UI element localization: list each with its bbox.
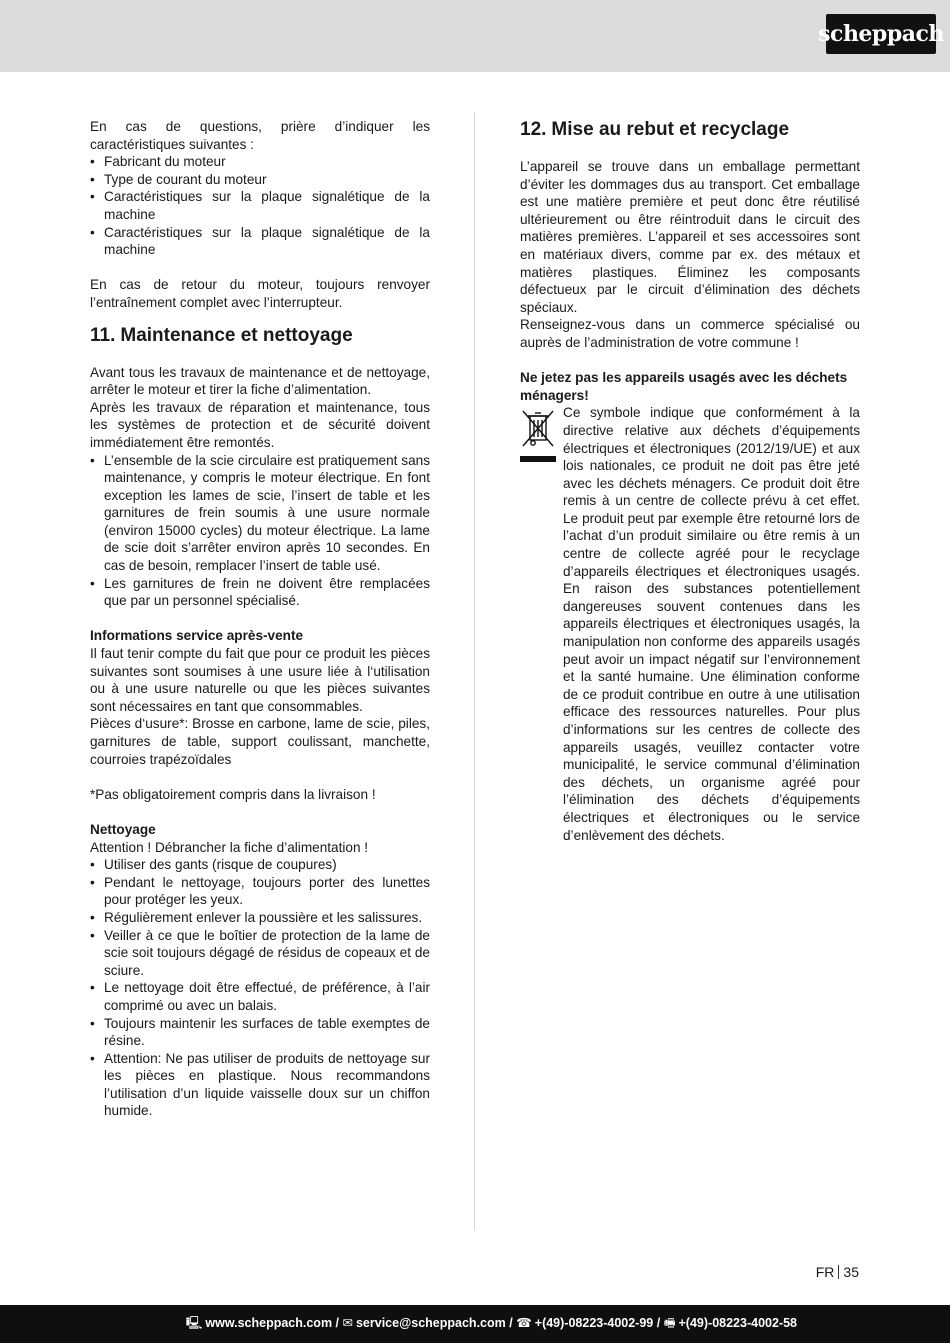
section-title: Mise au rebut et recyclage bbox=[551, 119, 790, 140]
section-title: Maintenance et nettoyage bbox=[120, 324, 353, 346]
section-number: 12. bbox=[520, 119, 547, 140]
page-number-value: 35 bbox=[843, 1264, 859, 1280]
list-item: • Fabricant du moteur bbox=[90, 153, 430, 171]
cleaning-list bbox=[90, 856, 430, 1120]
crossed-bin-icon bbox=[520, 408, 558, 464]
list-item: • Caractéristiques sur la plaque signalétique de la machine bbox=[90, 188, 430, 223]
list-item: • Type de courant du moteur bbox=[90, 171, 430, 189]
list-item: • Le nettoyage doit être effectué, de préférence, à l’air comprimé ou avec un balais. bbox=[90, 979, 430, 1014]
list-item: • Pendant le nettoyage, toujours porter des lunettes pour protéger les yeux. bbox=[90, 874, 430, 909]
list-item: • Régulièrement enlever la poussière et les salissures. bbox=[90, 909, 430, 927]
maintenance-paragraph: Avant tous les travaux de maintenance et de nettoyage, arrêter le moteur et tirer la fiche d’alimentation. bbox=[90, 364, 430, 398]
questions-intro: En cas de questions, prière d’indiquer les caractéristiques suivantes : bbox=[90, 119, 430, 152]
maintenance-paragraph: Après les travaux de réparation et maintenance, tous les systèmes de protection et de sécurité doivent immédiatement être remontés. bbox=[90, 399, 430, 450]
list-item: • Attention: Ne pas utiliser de produits de nettoyage sur les pièces en plastique. Nous recommandons l’utilisation d’un liquide vaisselle doux sur un chiffon humide. bbox=[90, 1050, 430, 1120]
service-paragraph: Il faut tenir compte du fait que pour ce produit les pièces suivantes sont soumises à une usure liée à l‘utilisation ou à une usure naturelle ou que les pièces suivantes sont nécessaires en tant que consommables. bbox=[90, 646, 430, 714]
motor-info-list bbox=[90, 153, 430, 259]
cleaning-intro: Attention ! Débrancher la fiche d’alimentation ! bbox=[90, 839, 369, 855]
section-12-heading bbox=[520, 118, 860, 142]
scheppach-logo: scheppach bbox=[826, 14, 936, 54]
motor-return-note: En cas de retour du moteur, toujours renvoyer l’entraînement complet avec l’interrupteur. bbox=[90, 277, 430, 310]
footer-website[interactable]: www.scheppach.com / bbox=[205, 1315, 340, 1330]
right-column bbox=[520, 118, 860, 844]
weee-symbol bbox=[520, 404, 563, 844]
weee-heading: Ne jetez pas les appareils usagés avec les déchets ménagers! bbox=[520, 370, 848, 403]
list-item: • Veiller à ce que le boîtier de protection de la lame de scie soit toujours dégagé de résidus de copeaux et de sciure. bbox=[90, 927, 430, 980]
footer-fax: +(49)-08223-4002-58 bbox=[678, 1315, 797, 1330]
list-item: • Toujours maintenir les surfaces de table exemptes de résine. bbox=[90, 1015, 430, 1050]
section-number: 11. bbox=[90, 324, 116, 346]
computer-icon: 🖳 bbox=[185, 1315, 203, 1330]
footer-contacts bbox=[186, 1314, 797, 1335]
column-divider bbox=[474, 112, 475, 1230]
service-heading: Informations service après-vente bbox=[90, 628, 304, 644]
maintenance-list bbox=[90, 452, 430, 610]
wear-parts-paragraph: Pièces d‘usure*: Brosse en carbone, lame de scie, piles, garnitures de table, support coulissant, manchette, courroies trapézoïdales bbox=[90, 716, 430, 767]
list-item: • Les garnitures de frein ne doivent être remplacées que par un personnel spécialisé. bbox=[90, 575, 430, 610]
footer-email[interactable]: service@scheppach.com / bbox=[355, 1315, 513, 1330]
mail-icon: ✉ bbox=[342, 1315, 353, 1330]
phone-icon: ☎ bbox=[516, 1315, 532, 1330]
cleaning-heading: Nettoyage bbox=[90, 821, 156, 837]
delivery-note: *Pas obligatoirement compris dans la livraison ! bbox=[90, 786, 376, 802]
page-number bbox=[816, 1264, 859, 1280]
footer-phone: +(49)-08223-4002-99 / bbox=[534, 1315, 661, 1330]
list-item: • Caractéristiques sur la plaque signalétique de la machine bbox=[90, 224, 430, 259]
weee-block bbox=[520, 404, 860, 844]
fax-icon: 🖷 bbox=[663, 1315, 676, 1330]
section-11-heading bbox=[90, 324, 430, 348]
header-band bbox=[0, 0, 950, 72]
weee-paragraph: Ce symbole indique que conformément à la directive relative aux déchets d’équipements électriques et électroniques (2012/19/UE) et aux lois nationales, ce produit ne doit pas être jeté avec les déchets ménagers. Ce produit doit être remis à un centre de collecte prévu à cet effet. Le produit peut par exemple être retourné lors de l’achat d’un produit similaire ou être remis à un centre de collecte agréé pour le recyclage d’appareils électriques et électroniques usagés. En raison des substances potentiellement dangereuses souvent contenues dans les appareils électriques et électroniques usagés, la manipulation non conforme des appareils usagés peut avoir un impact négatif sur l’environnement et la santé humaine. Une élimination conforme de ce produit contribue en outre à une utilisation efficace des ressources naturelles. Pour plus d’informations sur les centres de collecte des appareils usagés, veuillez contacter votre municipalité, le service communal d’élimination des déchets, un organisme agréé pour l’élimination des déchets d’équipements électriques et électroniques ou le service d’enlèvement des déchets. bbox=[563, 405, 860, 843]
disposal-paragraph: Renseignez-vous dans un commerce spécialisé ou auprès de l’administration de votre commune ! bbox=[520, 317, 860, 350]
disposal-paragraph: L’appareil se trouve dans un emballage permettant d’éviter les dommages dus au transport. Cet emballage est une matière première et peut donc être réutilisé ultérieurement ou être réintroduit dans le circuit des matières premières. L’appareil et ses accessoires sont en matériaux divers, comme par ex. des métaux et matières plastiques. Éliminez les composants défectueux par le circuit d’élimination des déchets spéciaux. bbox=[520, 159, 860, 315]
footer-band bbox=[0, 1305, 950, 1343]
left-column bbox=[90, 118, 430, 1120]
list-item: • Utiliser des gants (risque de coupures) bbox=[90, 856, 430, 874]
list-item: • L’ensemble de la scie circulaire est pratiquement sans maintenance, y compris le moteur électrique. En font exception les lames de scie, l’insert de table et les garnitures de frein soumis à une usure normale (environ 15000 cycles) du moteur électrique. La lame de scie doit s’arrêter environ après 10 secondes. En cas de besoin, remplacer l’insert de table usé. bbox=[90, 452, 430, 575]
language-code: FR bbox=[815, 1264, 835, 1280]
